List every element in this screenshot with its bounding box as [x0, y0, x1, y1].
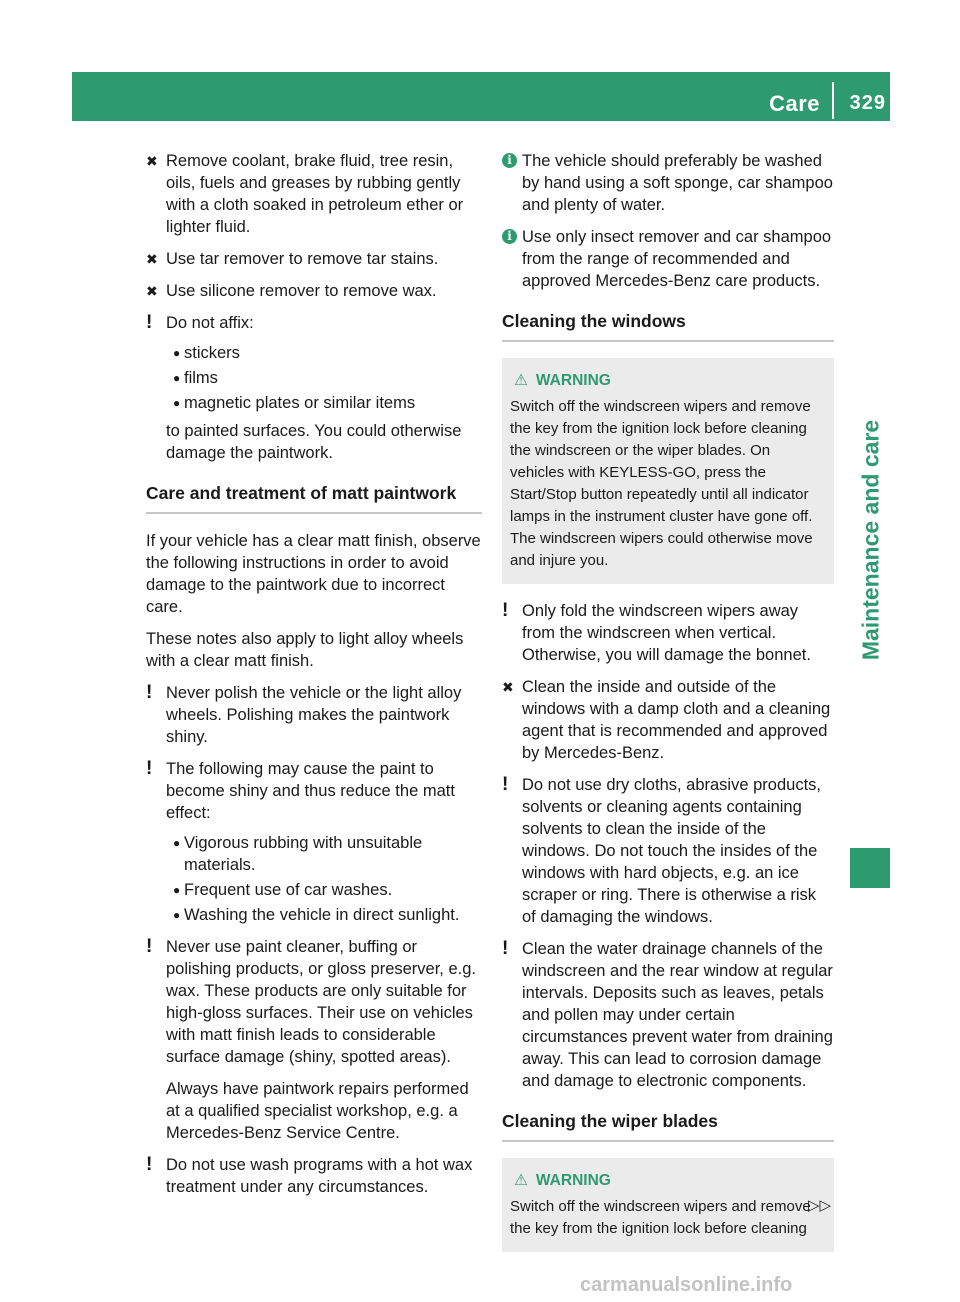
caution-note [146, 936, 482, 1144]
bullet-icon: ● [173, 883, 181, 897]
bullet-icon: ● [173, 396, 181, 410]
side-tab-marker [850, 848, 890, 888]
note-text: Do not use wash programs with a hot wax treatment under any circumstances. [166, 1156, 473, 1196]
exclamation-icon: ! [146, 758, 153, 779]
note-text: The following may cause the paint to become shiny and thus reduce the matt effect: [166, 760, 455, 822]
warning-title: WARNING [535, 1172, 611, 1189]
caution-note [146, 312, 482, 464]
exclamation-icon: ! [502, 938, 509, 959]
step-text: Remove coolant, brake fluid, tree resin, oils, fuels and greases by rubbing gently with a cloth soaked in petroleum ether or lighter fluid. [166, 152, 464, 236]
exclamation-icon: ! [146, 936, 153, 957]
list-item-text: Washing the vehicle in direct sunlight. [184, 906, 460, 924]
caution-note [502, 774, 834, 928]
instruction-step [502, 676, 834, 764]
paragraph [146, 530, 482, 618]
list-item-text: Frequent use of car washes. [184, 881, 393, 899]
left-column [146, 150, 482, 1208]
list-item [166, 879, 482, 901]
warning-box [502, 358, 834, 584]
warning-text: Switch off the windscreen wipers and remove the key from the ignition lock before cleaning the windscreen or the wiper blades. On vehicles with KEYLESS-GO, press the Start/Stop button repeatedly until all indicator lamps in the instrument cluster have gone off. The windscreen wipers could otherwise move and injure you. [510, 398, 813, 569]
bullet-icon: ● [173, 371, 181, 385]
list-item [166, 904, 482, 926]
list-item-text: magnetic plates or similar items [184, 394, 416, 412]
caution-note [502, 938, 834, 1092]
info-icon: i [502, 229, 517, 244]
note-text: Clean the water drainage channels of the windscreen and the rear window at regular intervals. Deposits such as leaves, petals and pollen may under certain circumstances prevent water from draining away. This can lead to corrosion damage and damage to electronic components. [522, 940, 833, 1090]
info-note [502, 150, 834, 216]
bullet-icon: ● [173, 908, 181, 922]
list-item [166, 832, 482, 876]
exclamation-icon: ! [502, 774, 509, 795]
caution-note [502, 600, 834, 666]
exclamation-icon: ! [146, 1154, 153, 1175]
note-text: Never use paint cleaner, buffing or polishing products, or gloss preserver, e.g. wax. These products are only suitable for high-gloss surfaces. Their use on vehicles with matt finish leads to considerable surface damage (shiny, spotted areas). [166, 938, 476, 1066]
instruction-step [146, 248, 482, 270]
step-arrow-icon: ✖ [146, 283, 158, 299]
list-item-text: stickers [184, 344, 240, 362]
section-heading: Cleaning the windows [502, 310, 834, 342]
bullet-icon: ● [173, 346, 181, 360]
page-number: 329 [849, 92, 886, 114]
header-bar [72, 72, 890, 121]
right-column [502, 150, 834, 1268]
note-text: Do not affix: [166, 314, 254, 332]
note-text: Only fold the windscreen wipers away from the windscreen when vertical. Otherwise, you will damage the bonnet. [522, 602, 811, 664]
instruction-step [146, 280, 482, 302]
note-text: Never polish the vehicle or the light alloy wheels. Polishing makes the paintwork shiny. [166, 684, 462, 746]
watermark: carmanualsonline.info [580, 1274, 793, 1296]
note-text: Always have paintwork repairs performed at a qualified specialist workshop, e.g. a Mercedes-Benz Service Centre. [166, 1080, 469, 1142]
side-tab [850, 122, 890, 1252]
warning-title-row [514, 370, 826, 392]
header-divider [832, 82, 834, 119]
caution-note [146, 1154, 482, 1198]
step-arrow-icon: ✖ [146, 251, 158, 267]
paragraph-text: These notes also apply to light alloy wheels with a clear matt finish. [146, 630, 464, 670]
step-text: Use silicone remover to remove wax. [166, 282, 437, 300]
instruction-step [146, 150, 482, 238]
paragraph [146, 628, 482, 672]
list-item [166, 367, 482, 389]
list-item-text: films [184, 369, 218, 387]
warning-title: WARNING [535, 372, 611, 389]
note-text: to painted surfaces. You could otherwise damage the paintwork. [166, 422, 462, 462]
step-text: Clean the inside and outside of the windows with a damp cloth and a cleaning agent that is recommended and approved by Mercedes-Benz. [522, 678, 831, 762]
note-text: The vehicle should preferably be washed by hand using a soft sponge, car shampoo and plenty of water. [522, 152, 833, 214]
exclamation-icon: ! [146, 312, 153, 333]
list-item [166, 392, 482, 414]
step-arrow-icon: ✖ [146, 153, 158, 169]
info-icon: i [502, 153, 517, 168]
warning-triangle-icon: ⚠ [514, 372, 528, 389]
exclamation-icon: ! [502, 600, 509, 621]
info-note [502, 226, 834, 292]
warning-box [502, 1158, 834, 1252]
section-title: Care [769, 91, 820, 116]
section-heading: Care and treatment of matt paintwork [146, 482, 482, 514]
step-arrow-icon: ✖ [502, 679, 514, 695]
continued-arrows-icon: ▷▷ [808, 1197, 832, 1214]
warning-triangle-icon: ⚠ [514, 1172, 528, 1189]
note-text: Use only insect remover and car shampoo from the range of recommended and approved Mercedes-Benz care products. [522, 228, 832, 290]
list-item-text: Vigorous rubbing with unsuitable materials. [184, 834, 423, 874]
exclamation-icon: ! [146, 682, 153, 703]
warning-text: Switch off the windscreen wipers and remove the key from the ignition lock before cleaning [510, 1198, 811, 1237]
bullet-list [166, 832, 482, 926]
side-tab-label: Maintenance and care [857, 419, 884, 661]
step-text: Use tar remover to remove tar stains. [166, 250, 439, 268]
paragraph-text: If your vehicle has a clear matt finish, observe the following instructions in order to avoid damage to the paintwork due to incorrect care. [146, 532, 481, 616]
note-text: Do not use dry cloths, abrasive products, solvents or cleaning agents containing solvents to clean the inside of the windows. Do not touch the insides of the windows with hard objects, e.g. an ice scraper or ring. There is otherwise a risk of damaging the windows. [522, 776, 821, 926]
section-heading: Cleaning the wiper blades [502, 1110, 834, 1142]
bullet-list [166, 342, 482, 414]
caution-note [146, 758, 482, 926]
caution-note [146, 682, 482, 748]
bullet-icon: ● [173, 836, 181, 850]
list-item [166, 342, 482, 364]
warning-title-row [514, 1170, 826, 1192]
